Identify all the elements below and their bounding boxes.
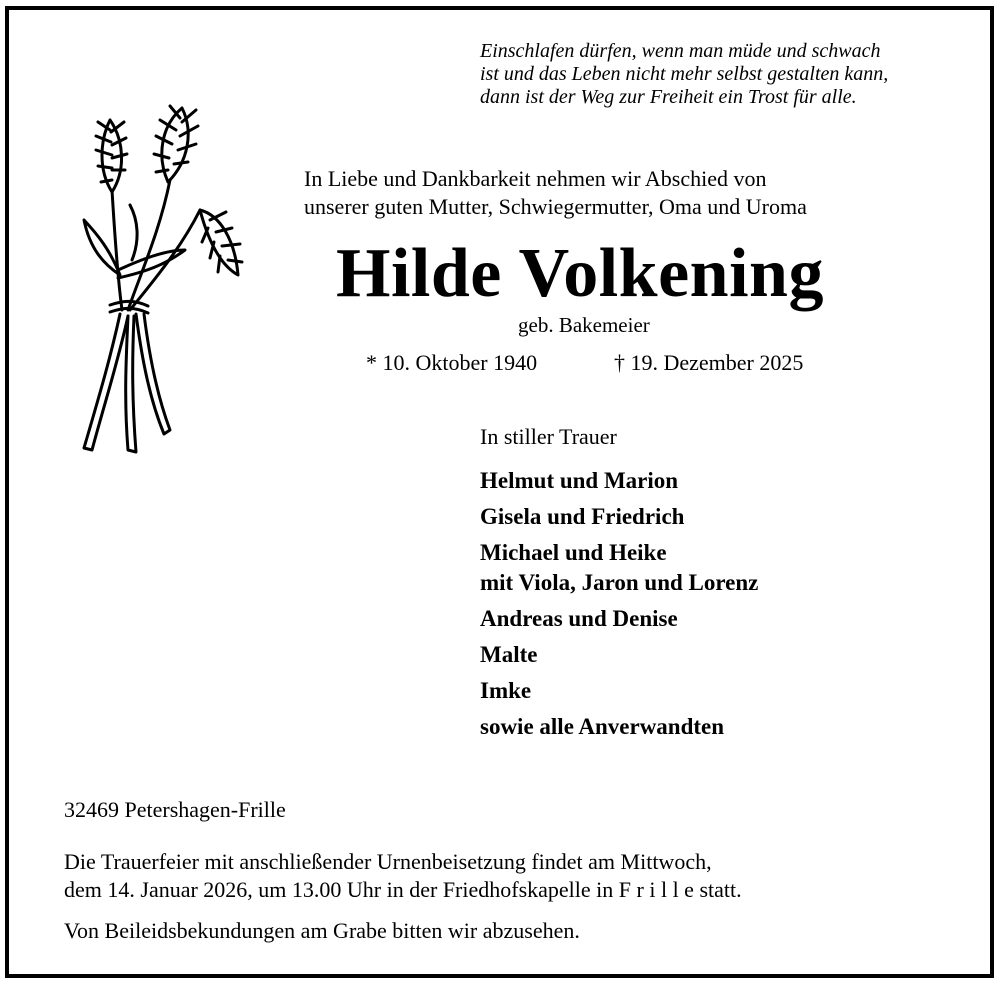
mourner-entry: [480, 676, 758, 706]
ceremony-info: [64, 848, 742, 904]
ceremony-line: Die Trauerfeier mit anschließender Urnenbeisetzung findet am Mittwoch,: [64, 849, 712, 874]
mourner-line: Malte: [480, 642, 538, 667]
poem: [480, 40, 888, 109]
mourners-label: In stiller Trauer: [480, 424, 617, 449]
birth-date: * 10. Oktober 1940: [366, 350, 538, 375]
poem-line: ist und das Leben nicht mehr selbst gestalten kann,: [480, 63, 889, 85]
mourner-line: Imke: [480, 678, 532, 703]
mourner-line: Michael und Heike: [480, 540, 667, 565]
mourner-entry: [480, 502, 758, 532]
poem-line: Einschlafen dürfen, wenn man müde und schwach: [480, 40, 881, 62]
mourner-entry: [480, 604, 758, 634]
death-date: † 19. Dezember 2025: [614, 350, 804, 375]
mourner-line: sowie alle Anverwandten: [480, 714, 725, 739]
mourner-line: Gisela und Friedrich: [480, 504, 685, 529]
mourner-line: Andreas und Denise: [480, 606, 678, 631]
address: 32469 Petershagen-Frille: [64, 797, 286, 822]
maiden-name: geb. Bakemeier: [518, 313, 650, 337]
mourner-entry: [480, 640, 758, 670]
mourners-list: [480, 466, 758, 748]
deceased-name: Hilde Volkening: [336, 235, 824, 312]
condolence-note: Von Beileidsbekundungen am Grabe bitten wir abzusehen.: [64, 918, 580, 943]
intro-line: unserer guten Mutter, Schwiegermutter, Oma und Uroma: [304, 194, 807, 219]
mourner-line: Helmut und Marion: [480, 468, 679, 493]
intro-text: [304, 165, 807, 221]
mourner-entry: [480, 466, 758, 496]
poem-line: dann ist der Weg zur Freiheit ein Trost für alle.: [480, 86, 857, 108]
mourner-entry: [480, 712, 758, 742]
intro-line: In Liebe und Dankbarkeit nehmen wir Abschied von: [304, 166, 767, 191]
mourner-entry: [480, 538, 758, 598]
wheat-sheaf-icon: [70, 100, 250, 460]
ceremony-line: dem 14. Januar 2026, um 13.00 Uhr in der Friedhofskapelle in F r i l l e statt.: [64, 877, 742, 902]
mourner-line: mit Viola, Jaron und Lorenz: [480, 570, 759, 595]
